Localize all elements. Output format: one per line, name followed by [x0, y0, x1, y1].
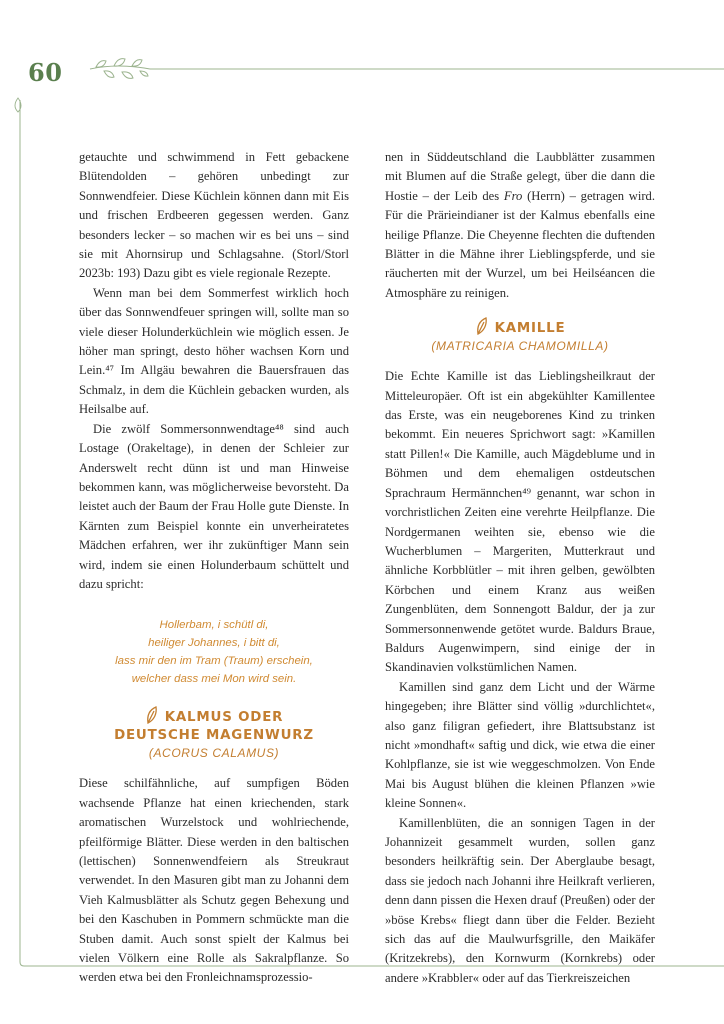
poem-quote — [79, 616, 349, 688]
italic-term: Fro — [503, 188, 523, 203]
leaf-icon — [475, 317, 489, 335]
section-heading-kalmus — [79, 706, 349, 762]
paragraph: Diese schilfähnliche, auf sumpfigen Böden wachsende Pflanze hat einen kriechenden, stark aromatischen Wurzelstock und wohlriechende, pfeilförmige Blätter. Diese werden in den baltischen (lettischen) Sonnenwendfeiern als Streukraut verwendet. In den Masuren gibt man zu Johanni dem Vieh Kalmusblätter als Schutz gegen Behexung und bei den Kaschuben in Pommern schmückte man die Stuben damit. Auch sonst spielt der Kalmus bei vielen Völkern eine Rolle als Sakralpflanze. So werden etwa bei den Fronleichnamsprozessio- — [79, 776, 349, 985]
poem-line: welcher dass mei Mon wird sein. — [131, 673, 297, 686]
heading-line: DEUTSCHE MAGENWURZ — [114, 728, 314, 744]
poem-line: lass mir den im Tram (Traum) erschein, — [115, 655, 313, 668]
paragraph: Die zwölf Sommersonnwendtage⁴⁸ sind auch Lostage (Orakeltage), in denen der Schleier zur Anderswelt recht dünn ist und man Hinweise bekommen kann, was möglicherweise bevorsteht. Da leistet auch der Baum der Frau Holle gute Dienste. In Kärnten zum Beispiel konnte ein unverheiratetes Mädchen erfahren, wer ihr zukünftiger Mann sein wird, indem sie einen Holunderbaum schüttelt und dazu spricht: — [79, 421, 349, 591]
right-column — [385, 148, 655, 988]
paragraph: getauchte und schwimmend in Fett gebackene Blütendolden – gehören unbedingt zur Sonnwendfeier. Diese Küchlein können dann mit Eis und frischen Erdbeeren gegessen werden. Ganz besonders lecker – so machen wir es bei uns – sind sie mit Ahornsirup und Schlagsahne. (Storl/Storl 2023b: 193) Dazu gibt es viele regionale Rezepte. — [79, 150, 349, 281]
poem-line: heiliger Johannes, i bitt di, — [148, 637, 280, 650]
leaf-icon — [145, 706, 159, 724]
vine-ornament-icon — [88, 49, 724, 89]
latin-name: (ACORUS CALAMUS) — [148, 746, 280, 761]
page-number: 60 — [28, 58, 63, 87]
heading-line: KAMILLE — [494, 321, 566, 337]
paragraph: Die Echte Kamille ist das Lieblingsheilkraut der Mitteleuropäer. Oft ist ein abgekühlter Kamillentee das Erste, was ein neugeborenes Kind zu trinken bekommt. Ein neueres Sprichwort sagt: »Kamillen statt Pillen!« Die Kamille, auch Mägdeblume und in Böhmen und dem ehemaligen ostdeutschen Sprachraum Hermännchen⁴⁹ genannt, war schon in vorchristlichen Zeiten eine verehrte Heilpflanze. Die Nordgermanen weihten sie, ebenso wie die Wucherblumen – Margeriten, Mutterkraut und ähnliche Korbblütler – mit ihren gelben, gewölbten Körbchen und einem Kranz aus weißen Zungenblüten, dem Sonnengott Baldur, der ja zur Sommersonnenwende getötet wurde. Baldurs Braue, Baldurs Augenwimpern, sind einige der in Skandinavien volkstümlichen Namen. — [385, 369, 655, 675]
section-heading-kamille — [385, 317, 655, 355]
left-column — [79, 148, 349, 988]
paragraph: Kamillen sind ganz dem Licht und der Wärme hingegeben; ihre Blätter sind völlig »durchlichtet«, also ganz filigran gefiedert, ihre Blattsubstanz ist nicht »mondhaft« saftig und dick, wie etwa die einer Kohlpflanze, sie ist wie weggeschmolzen. Von Ende Mai bis August blühen die kleinen Pflanzen »wie kleine Sonnen«. — [385, 679, 655, 811]
heading-line: KALMUS ODER — [164, 710, 284, 726]
poem-line: Hollerbam, i schütl di, — [159, 619, 269, 632]
latin-name: (MATRICARIA CHAMOMILLA) — [431, 339, 609, 354]
paragraph: nen in Süddeutschland die Laubblätter zusammen mit Blumen auf die Straße gelegt, über die dann die Hostie – der Leib des Fro (Herrn) – getragen wird. Für die Prärieindianer ist der Kalmus ebenfalls eine heilige Pflanze. Die Cheyenne flechten die duftenden Blätter in die Mähne ihrer Lieblingspferde, und sie räucherten mit der Wurzel, um bei Heilséancen die Atmosphäre zu reinigen. — [385, 150, 656, 300]
paragraph: Kamillenblüten, die an sonnigen Tagen in der Johannizeit gesammelt wurden, sollen ganz besonders heilkräftig sein. Der Aberglaube besagt, dass sie jedoch nach Johanni ihre Heilkraft verlieren, denn dann pissen die Hexen drauf (Preußen) oder der »böse Krebs« fliegt dann über die Felder. Bezieht sich das auf die Maulwurfsgrille, den Maikäfer (Kritzekrebs), den Kornwurm (Kornkrebs) oder andere »Krabbler« oder auf das Tierkreiszeichen — [385, 815, 655, 985]
paragraph: Wenn man bei dem Sommerfest wirklich hoch über das Sonnwendfeuer springen will, sollte man so viele dieser Holunderküchlein wie möglich essen. Je höher man springt, desto höher wachsen Korn und Lein.⁴⁷ Im Allgäu bewahren die Bauersfrauen das Schmalz, in dem die Küchlein gebacken wurden, als Heilsalbe auf. — [79, 285, 349, 417]
